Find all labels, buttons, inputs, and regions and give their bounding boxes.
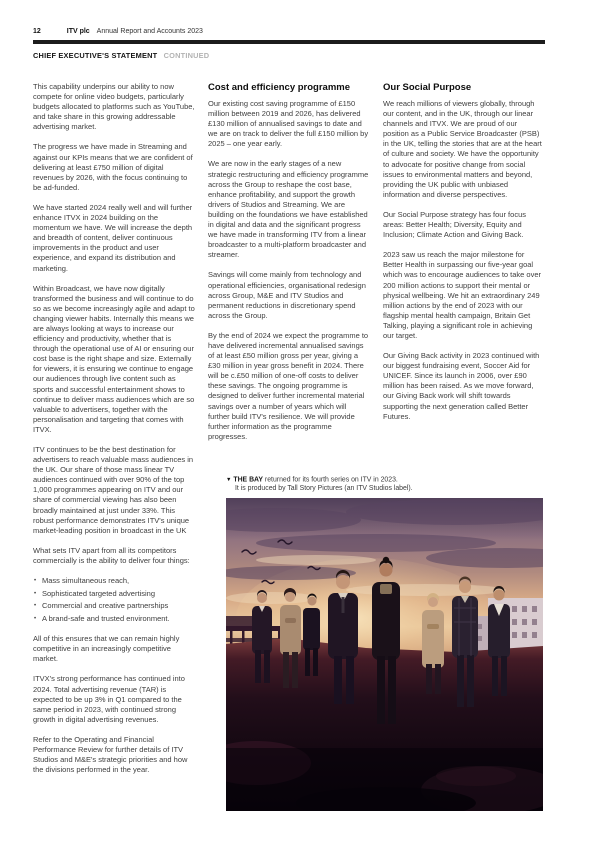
list-item: • Sophisticated targeted advertising: [33, 589, 195, 599]
section-continued-tag: CONTINUED: [163, 51, 210, 60]
column-heading: Cost and efficiency programme: [208, 82, 351, 93]
header-divider: [33, 40, 545, 44]
body-paragraph: Refer to the Operating and Financial Performance Review for further details of ITV Studios and M&E's strategic priorities and how the divisions performed in the year.: [33, 734, 188, 775]
the-bay-cast-photo: [226, 498, 543, 811]
list-item: • Mass simultaneous reach,: [33, 576, 195, 586]
body-paragraph: What sets ITV apart from all its competitors commercially is the ability to deliver four things:: [33, 545, 190, 565]
section-title: CHIEF EXECUTIVE'S STATEMENT: [33, 51, 158, 60]
section-label: [33, 51, 209, 60]
body-paragraph: Within Broadcast, we have now digitally transformed the business and will continue to do so as we become increasingly agile and adapt to changing viewer habits. Internally this means we are always looking at ways to increase our efficiency and productivity, whether that is through the operational use of AI or ensuring our cost base is the right shape and size. Externally for viewers, it is ensuring we continue to engage our audiences through live content such as sports and successful entertainment shows to continue to deliver mass audiences which are so valuable to advertisers, together with the personalisation and targeting that comes with ITVX.: [33, 283, 195, 434]
body-paragraph: Our Social Purpose strategy has four focus areas: Better Health; Diversity, Equity and Inclusion; Climate Action and Giving Back.: [383, 209, 526, 240]
photo-figure: [226, 476, 543, 811]
body-paragraph: The progress we have made in Streaming and against our KPIs means that we are confident of delivering at least £750 million of digital revenues by 2026, with the focus continuing to be ad-funded.: [33, 142, 193, 192]
body-paragraph: Savings will come mainly from technology and operational efficiencies, organisational redesign across Group, M&E and ITV Studios and permanent reductions in discretionary spend across the Group.: [208, 270, 366, 320]
body-paragraph: By the end of 2024 we expect the programme to have delivered incremental annualised savings of at least £50 million gross per year, giving a £30 million in year gross benefit in 2024. There will be c.£50 million of one-off costs to deliver these savings. The ongoing programme is designed to deliver further incremental material savings over a number of years which will further build ITV's resilience. We will provide further information as the programme progresses.: [208, 330, 369, 441]
advantages-list: [33, 576, 195, 624]
body-paragraph: We reach millions of viewers globally, through our content, and in the UK, through our linear channels and ITVX. We are proud of our position as a Public Service Broadcaster (PSB) in the UK, telling the stories that are at the heart of culture and society. We have the opportunity to advocate for positive change from social issues to environmental matters and beyond, providing the UK public with unbiased information and diverse perspectives.: [383, 99, 542, 199]
body-paragraph: Our existing cost saving programme of £150 million between 2019 and 2026, has delivered £130 million of annualised savings to date and we are on track to deliver the full £150 million by 2025 – one year early.: [208, 99, 369, 149]
brand-name: ITV plc: [66, 28, 90, 35]
body-paragraph: 2023 saw us reach the major milestone for Better Health in surpassing our five-year goal which was to encourage audiences to take over 200 million actions to support their mental or physical wellbeing. We hit an extraordinary 249 million actions by the end of 2023 with our flagship mental health campaign, Britain Get Talking, playing a significant role in achieving our target.: [383, 250, 542, 340]
photo-caption: [226, 476, 543, 493]
caption-text-line2: It is produced by Tall Story Pictures (an ITV Studios label).: [235, 484, 413, 492]
body-paragraph: ITVX's strong performance has continued into 2024. Total advertising revenue (TAR) is expected to be up 3% in Q1 compared to the same period in 2023, with continued strong growth in digital advertising revenues.: [33, 674, 185, 724]
body-paragraph: This capability underpins our ability to now compete for online video budgets, particularly budgets allocated to platforms such as YouTube, and take share in this growing addressable advertising market.: [33, 82, 195, 132]
list-item: • A brand-safe and trusted environment.: [33, 614, 195, 624]
column-1: [33, 82, 195, 785]
body-paragraph: ITV continues to be the best destination for advertisers to reach valuable mass audiences in the UK. Our share of those mass linear TV audiences continued with over 90% of the top 1,000 programmes appearing on ITV and our share of commercial viewing has also been broadly maintained at just under 33%. This robust performance demonstrates ITV's unique market-leading position in broadcast in the UK: [33, 445, 194, 535]
down-triangle-icon: ▼: [226, 477, 232, 483]
caption-show-name: THE BAY: [233, 476, 263, 484]
caption-text: returned for its fourth series on ITV in 2023.: [263, 476, 398, 484]
foreground-shadow: [226, 748, 543, 811]
page-header: [33, 27, 545, 36]
column-heading: Our Social Purpose: [383, 82, 472, 93]
body-paragraph: We have started 2024 really well and will further enhance ITVX in 2024 building on the momentum we have. We will increase the depth and breadth of content, deliver continuous improvements in the product and user experience, and expand its distribution and marketing.: [33, 202, 193, 273]
body-paragraph: We are now in the early stages of a new strategic restructuring and efficiency programme across the Group to reshape the cost base, enhance profitability, and support the growth drivers of Studios and Streaming. We are building on the foundations we have established in digital and data and the significant progress we have made in transforming ITV from a linear broadcaster to a multi-platform broadcaster and streamer.: [208, 159, 369, 260]
list-item: • Commercial and creative partnerships: [33, 601, 195, 611]
body-paragraph: Our Giving Back activity in 2023 continued with our biggest fundraising event, Soccer Aid for UNICEF. Since its launch in 2006, over £90 million has been raised. As we move forward, our Giving Back work will shift towards supporting the next generation called Better Futures.: [383, 351, 540, 421]
body-paragraph: All of this ensures that we can remain highly competitive in an increasingly competitive market.: [33, 634, 180, 664]
report-title: Annual Report and Accounts 2023: [96, 28, 203, 35]
page-number: 12: [33, 28, 41, 35]
